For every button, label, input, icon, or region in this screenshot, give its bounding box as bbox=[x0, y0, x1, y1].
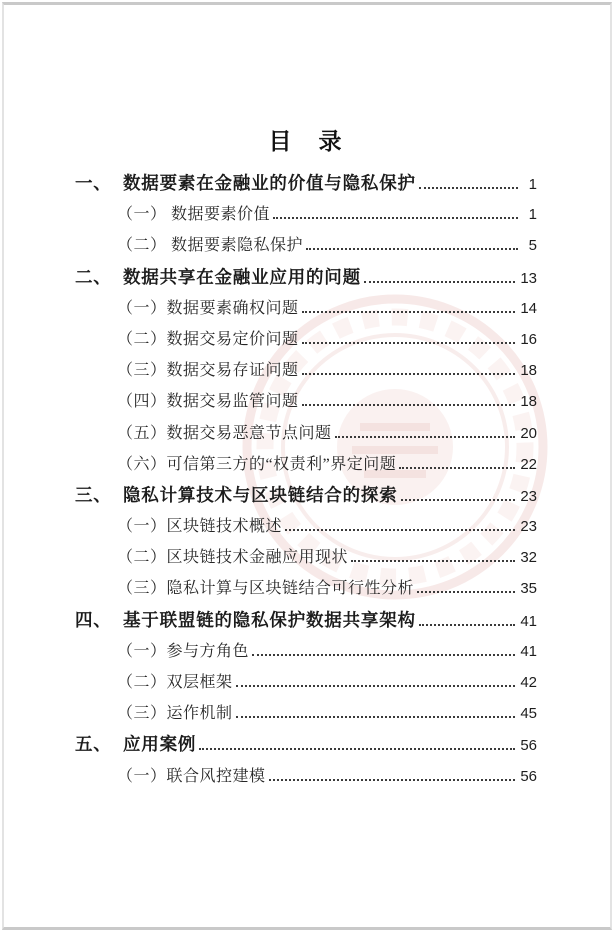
toc-entry-number: （三） bbox=[117, 362, 167, 380]
dot-leader bbox=[399, 467, 515, 469]
dot-leader bbox=[364, 281, 515, 283]
toc-entry bbox=[75, 605, 537, 636]
toc-entry bbox=[75, 542, 537, 573]
toc-entry-number: （二） bbox=[117, 237, 167, 255]
toc-entry-number: （一） bbox=[117, 642, 167, 660]
dot-leader bbox=[302, 404, 516, 406]
toc-entry-number: （一） bbox=[117, 767, 167, 785]
page-title: 目 录 bbox=[268, 128, 344, 154]
toc-entry-number: （一） bbox=[117, 518, 167, 536]
toc-entry-page: 32 bbox=[520, 549, 537, 567]
dot-leader bbox=[419, 624, 516, 626]
toc-entry-number: （五） bbox=[117, 424, 167, 442]
toc-entry-page: 16 bbox=[520, 330, 537, 348]
toc-entry bbox=[75, 355, 537, 386]
dot-leader bbox=[236, 685, 516, 687]
toc-entry-number: 三、 bbox=[75, 484, 112, 505]
dot-leader bbox=[417, 591, 515, 593]
dot-leader bbox=[236, 716, 516, 718]
toc-entry bbox=[75, 386, 537, 417]
toc-entry-number: （三） bbox=[117, 705, 167, 723]
toc-entry bbox=[75, 636, 537, 667]
toc-entry-title: 数据交易存证问题 bbox=[166, 362, 299, 380]
toc-entry-title: 数据要素确权问题 bbox=[166, 299, 299, 317]
dot-leader bbox=[335, 436, 516, 438]
toc-entry-page: 13 bbox=[520, 269, 537, 287]
toc-entry-page: 1 bbox=[528, 176, 537, 193]
toc-entry-number: （四） bbox=[117, 393, 167, 411]
toc-entry-page: 35 bbox=[520, 580, 537, 598]
toc-entry-title: 应用案例 bbox=[123, 734, 197, 755]
toc-entry-number: （二） bbox=[117, 549, 167, 567]
toc-entry-page: 5 bbox=[528, 237, 537, 255]
toc-entry bbox=[75, 168, 537, 199]
toc-entry-title: 数据共享在金融业应用的问题 bbox=[123, 266, 361, 287]
dot-leader bbox=[302, 342, 516, 344]
toc-entry-title: 运作机制 bbox=[166, 705, 233, 723]
toc-entry-number: （三） bbox=[117, 580, 167, 598]
dot-leader bbox=[252, 654, 515, 656]
toc-entry-page: 23 bbox=[520, 518, 537, 536]
toc-entry-number: （二） bbox=[117, 330, 167, 348]
toc-list bbox=[75, 168, 537, 792]
toc-entry-page: 18 bbox=[520, 362, 537, 380]
toc-entry-title: 隐私计算技术与区块链结合的探索 bbox=[123, 484, 398, 505]
toc-entry-number: （一） bbox=[117, 206, 167, 224]
toc-entry bbox=[75, 698, 537, 729]
toc-entry-number: 四、 bbox=[75, 609, 112, 630]
toc-entry bbox=[75, 449, 537, 480]
toc-entry-number: （一） bbox=[117, 299, 167, 317]
dot-leader bbox=[351, 560, 515, 562]
toc-entry bbox=[75, 418, 537, 449]
toc-entry-number: 一、 bbox=[75, 173, 112, 193]
dot-leader bbox=[269, 779, 516, 781]
toc-entry-title: 数据交易恶意节点问题 bbox=[166, 424, 332, 442]
toc-entry bbox=[75, 761, 537, 792]
toc-entry-title: 数据交易监管问题 bbox=[166, 393, 299, 411]
toc-entry-title: 双层框架 bbox=[166, 674, 233, 691]
toc-entry-title: 可信第三方的“权责利”界定问题 bbox=[166, 455, 397, 473]
toc-entry bbox=[75, 262, 537, 293]
toc-entry bbox=[75, 729, 537, 760]
dot-leader bbox=[199, 748, 515, 750]
dot-leader bbox=[302, 311, 516, 313]
toc-entry-number: 五、 bbox=[75, 734, 112, 755]
toc-entry-page: 14 bbox=[520, 299, 537, 317]
toc-entry bbox=[75, 230, 537, 261]
toc-entry-page: 45 bbox=[520, 705, 537, 723]
toc-entry-title: 数据交易定价问题 bbox=[166, 330, 299, 348]
toc-entry-title: 参与方角色 bbox=[166, 642, 250, 660]
toc-entry-page: 56 bbox=[520, 767, 537, 785]
toc-entry-page: 20 bbox=[520, 424, 537, 442]
toc-entry-title: 数据要素价值 bbox=[166, 206, 271, 224]
toc-entry-page: 22 bbox=[520, 455, 537, 473]
toc-entry-page: 41 bbox=[520, 642, 537, 660]
toc-entry-page: 56 bbox=[520, 737, 537, 755]
toc-entry-number: （二） bbox=[117, 674, 167, 691]
toc-entry-title: 基于联盟链的隐私保护数据共享架构 bbox=[123, 609, 416, 630]
toc-entry bbox=[75, 573, 537, 604]
toc-entry bbox=[75, 324, 537, 355]
toc-entry-title: 数据要素隐私保护 bbox=[166, 237, 304, 255]
toc-entry-title: 联合风控建模 bbox=[166, 767, 266, 785]
dot-leader bbox=[302, 373, 516, 375]
toc-entry bbox=[75, 199, 537, 230]
toc-entry bbox=[75, 293, 537, 324]
toc-entry bbox=[75, 667, 537, 698]
toc-entry-title: 数据要素在金融业的价值与隐私保护 bbox=[123, 173, 416, 193]
dot-leader bbox=[419, 187, 518, 189]
toc-entry-page: 1 bbox=[528, 206, 537, 224]
dot-leader bbox=[401, 499, 516, 501]
toc-entry bbox=[75, 511, 537, 542]
toc-entry bbox=[75, 480, 537, 511]
toc-entry-title: 隐私计算与区块链结合可行性分析 bbox=[166, 580, 415, 598]
dot-leader bbox=[285, 529, 515, 531]
toc-entry-number: 二、 bbox=[75, 266, 112, 287]
dot-leader bbox=[306, 248, 518, 250]
toc-entry-page: 42 bbox=[520, 674, 537, 691]
toc-entry-number: （六） bbox=[117, 455, 167, 473]
toc-entry-title: 区块链技术金融应用现状 bbox=[166, 549, 349, 567]
toc-entry-page: 41 bbox=[520, 612, 537, 630]
dot-leader bbox=[273, 217, 518, 219]
toc-content bbox=[75, 126, 537, 792]
toc-entry-title: 区块链技术概述 bbox=[166, 518, 283, 536]
toc-entry-page: 23 bbox=[520, 487, 537, 505]
toc-entry-page: 18 bbox=[520, 393, 537, 411]
